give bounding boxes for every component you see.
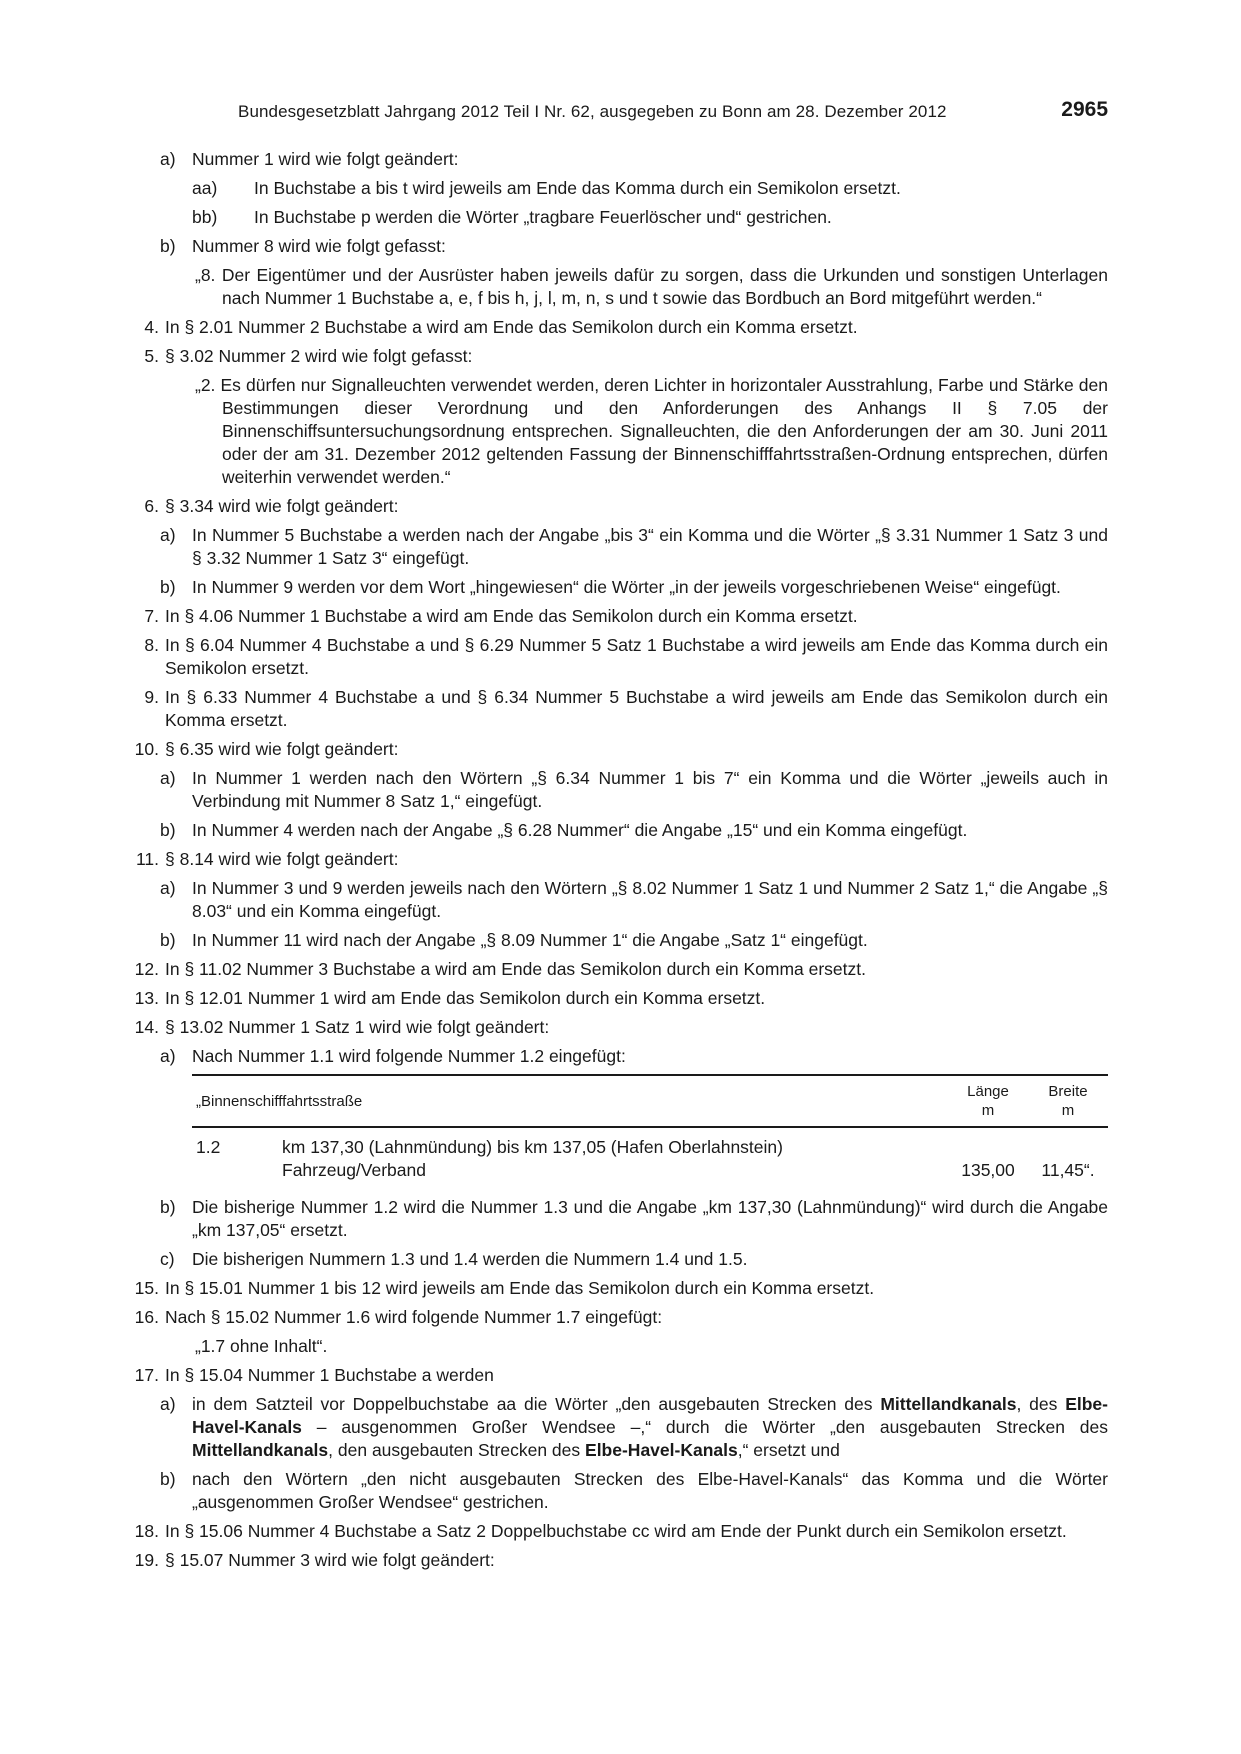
item-text: § 6.35 wird wie folgt geändert: <box>165 739 399 759</box>
item-text: Nach § 15.02 Nummer 1.6 wird folgende Nummer 1.7 eingefügt: <box>165 1307 663 1327</box>
text-run: , den ausgebauten Strecken des <box>328 1440 586 1460</box>
quoted-provision <box>128 1335 1108 1358</box>
list-item <box>128 495 1108 518</box>
item-text: In Nummer 9 werden vor dem Wort „hingewiesen“ die Wörter „in der jeweils vorgeschriebenen Weise“ eingefügt. <box>192 577 1061 597</box>
row-width: 11,45“. <box>1041 1160 1095 1180</box>
list-item <box>128 148 1108 171</box>
list-item <box>128 767 1108 813</box>
item-text <box>192 1394 1108 1460</box>
list-item <box>128 1549 1108 1572</box>
item-text: Nach Nummer 1.1 wird folgende Nummer 1.2 eingefügt: <box>192 1046 626 1066</box>
header-width-label: Breite <box>1048 1083 1088 1100</box>
item-label: b) <box>160 1469 176 1489</box>
list-item <box>128 877 1108 923</box>
list-item <box>128 819 1108 842</box>
table-header-width <box>1028 1075 1108 1127</box>
list-item <box>128 1520 1108 1543</box>
quoted-provision <box>128 264 1108 310</box>
waterway-table <box>192 1074 1108 1188</box>
item-label: a) <box>160 1394 176 1414</box>
item-label: 5. <box>144 346 159 366</box>
item-label: aa) <box>192 178 218 198</box>
list-item <box>128 345 1108 368</box>
list-item <box>128 929 1108 952</box>
list-item <box>128 634 1108 680</box>
text-run: ,“ ersetzt und <box>737 1440 840 1460</box>
item-text: § 8.14 wird wie folgt geändert: <box>165 849 399 869</box>
text-run: , des <box>1016 1394 1066 1414</box>
list-item <box>128 738 1108 761</box>
item-text: In § 12.01 Nummer 1 wird am Ende das Semikolon durch ein Komma ersetzt. <box>165 988 766 1008</box>
item-label: a) <box>160 149 176 169</box>
item-text: In § 15.06 Nummer 4 Buchstabe a Satz 2 Doppelbuchstabe cc wird am Ende der Punkt durch ein Semikolon ersetzt. <box>165 1521 1067 1541</box>
item-label: 10. <box>134 739 159 759</box>
item-text: In Nummer 4 werden nach der Angabe „§ 6.28 Nummer“ die Angabe „15“ und ein Komma eingefügt. <box>192 820 968 840</box>
item-text: § 13.02 Nummer 1 Satz 1 wird wie folgt geändert: <box>165 1017 550 1037</box>
item-text: In Nummer 1 werden nach den Wörtern „§ 6.34 Nummer 1 bis 7“ ein Komma und die Wörter „jeweils auch in Verbindung mit Nummer 8 Satz 1,“ eingefügt. <box>192 768 1108 811</box>
item-label: b) <box>160 1197 176 1217</box>
item-text: Nummer 1 wird wie folgt geändert: <box>192 149 459 169</box>
item-label: b) <box>160 236 176 256</box>
item-label: b) <box>160 930 176 950</box>
item-label: 12. <box>134 959 159 979</box>
text-run: in dem Satzteil vor Doppelbuchstabe aa die Wörter „den ausgebauten Strecken des <box>192 1394 881 1414</box>
item-label: a) <box>160 878 176 898</box>
item-label: 8. <box>144 635 159 655</box>
text-run: – ausgenommen Großer Wendsee –,“ durch die Wörter „den ausgebauten Strecken des <box>301 1417 1108 1437</box>
header-width-unit: m <box>1061 1102 1075 1119</box>
item-label: b) <box>160 577 176 597</box>
row-number: 1.2 <box>196 1137 221 1157</box>
list-item <box>128 524 1108 570</box>
quoted-provision <box>128 374 1108 489</box>
list-item <box>128 177 1108 200</box>
row-description-line2: Fahrzeug/Verband <box>282 1160 426 1180</box>
document-body <box>128 148 1108 1578</box>
bold-term: Mittellandkanals <box>880 1394 1017 1414</box>
quote-text: „8. Der Eigentümer und der Ausrüster haben jeweils dafür zu sorgen, dass die Urkunden und sonstigen Unterlagen nach Nummer 1 Buchstabe a, e, f bis h, j, l, m, n, s und t sowie das Bordbuch an Bord mitgeführt werden.“ <box>195 265 1108 308</box>
item-text: § 3.02 Nummer 2 wird wie folgt gefasst: <box>165 346 473 366</box>
item-text: Nummer 8 wird wie folgt gefasst: <box>192 236 446 256</box>
item-label: a) <box>160 768 176 788</box>
item-label: a) <box>160 525 176 545</box>
list-item <box>128 576 1108 599</box>
bold-term: Elbe-Havel-Kanals <box>192 1394 1108 1437</box>
quote-text: „2. Es dürfen nur Signalleuchten verwendet werden, deren Lichter in horizontaler Ausstrahlung, Farbe und Stärke den Bestimmungen dieser Verordnung und den Anforderungen des Anhangs II § 7.05 der Binnenschiffsuntersuchungsordnung entsprechen. Signalleuchten, die den Anforderungen der am 30. Juni 2011 oder der am 31. Dezember 2012 geltenden Fassung der Binnenschifffahrtsstraßen-Ordnung entsprechen, dürfen weiterhin verwendet werden.“ <box>195 375 1108 487</box>
page-header <box>238 98 1108 126</box>
bold-term: Mittellandkanals <box>192 1440 329 1460</box>
item-label: 13. <box>134 988 159 1008</box>
list-item <box>128 1393 1108 1462</box>
list-item <box>128 958 1108 981</box>
item-label: c) <box>160 1249 175 1269</box>
item-text: In Nummer 5 Buchstabe a werden nach der Angabe „bis 3“ ein Komma und die Wörter „§ 3.31 Nummer 1 Satz 3 und § 3.32 Nummer 1 Satz 3“ eingefügt. <box>192 525 1108 568</box>
page-number: 2965 <box>1061 98 1108 121</box>
header-length-label: Länge <box>967 1083 1009 1100</box>
table-header-length <box>948 1075 1028 1127</box>
item-text: In Nummer 3 und 9 werden jeweils nach den Wörtern „§ 8.02 Nummer 1 Satz 1 und Nummer 2 Satz 1,“ die Angabe „§ 8.03“ und ein Komma eingefügt. <box>192 878 1108 921</box>
item-text: In § 15.01 Nummer 1 bis 12 wird jeweils am Ende das Semikolon durch ein Komma ersetzt. <box>165 1278 875 1298</box>
list-item <box>128 1045 1108 1068</box>
item-label: 16. <box>134 1307 159 1327</box>
item-label: 17. <box>134 1365 159 1385</box>
row-length: 135,00 <box>961 1160 1015 1180</box>
list-item <box>128 1306 1108 1329</box>
list-item <box>128 1196 1108 1242</box>
item-text: § 15.07 Nummer 3 wird wie folgt geändert: <box>165 1550 495 1570</box>
item-text: Die bisherigen Nummern 1.3 und 1.4 werden die Nummern 1.4 und 1.5. <box>192 1249 748 1269</box>
item-label: b) <box>160 820 176 840</box>
list-item <box>128 686 1108 732</box>
list-item <box>128 848 1108 871</box>
table-header-waterway: „Binnenschifffahrtsstraße <box>196 1092 363 1110</box>
item-label: 14. <box>134 1017 159 1037</box>
item-label: 4. <box>144 317 159 337</box>
row-description <box>282 1127 948 1188</box>
list-item <box>128 1468 1108 1514</box>
list-item <box>128 987 1108 1010</box>
list-item <box>128 605 1108 628</box>
list-item <box>128 1248 1108 1271</box>
row-description-line1: km 137,30 (Lahnmündung) bis km 137,05 (Hafen Oberlahnstein) <box>282 1137 783 1157</box>
item-label: a) <box>160 1046 176 1066</box>
running-title: Bundesgesetzblatt Jahrgang 2012 Teil I Nr. 62, ausgegeben zu Bonn am 28. Dezember 2012 <box>238 102 947 121</box>
item-text: Die bisherige Nummer 1.2 wird die Nummer 1.3 und die Angabe „km 137,30 (Lahnmündung)“ wird durch die Angabe „km 137,05“ ersetzt. <box>192 1197 1108 1240</box>
item-text: In § 15.04 Nummer 1 Buchstabe a werden <box>165 1365 494 1385</box>
item-label: 6. <box>144 496 159 516</box>
list-item <box>128 1016 1108 1039</box>
item-text: In § 6.04 Nummer 4 Buchstabe a und § 6.29 Nummer 5 Satz 1 Buchstabe a wird jeweils am Ende das Komma durch ein Semikolon ersetzt. <box>165 635 1108 678</box>
item-text: In Buchstabe p werden die Wörter „tragbare Feuerlöscher und“ gestrichen. <box>254 207 832 227</box>
table-row <box>192 1127 1108 1188</box>
list-item <box>128 235 1108 258</box>
list-item <box>128 316 1108 339</box>
item-text: In § 2.01 Nummer 2 Buchstabe a wird am Ende das Semikolon durch ein Komma ersetzt. <box>165 317 858 337</box>
item-text: In Buchstabe a bis t wird jeweils am Ende das Komma durch ein Semikolon ersetzt. <box>254 178 901 198</box>
item-text: nach den Wörtern „den nicht ausgebauten Strecken des Elbe-Havel-Kanals“ das Komma und die Wörter „ausgenommen Großer Wendsee“ gestrichen. <box>192 1469 1108 1512</box>
item-text: In § 4.06 Nummer 1 Buchstabe a wird am Ende das Semikolon durch ein Komma ersetzt. <box>165 606 858 626</box>
item-text: In Nummer 11 wird nach der Angabe „§ 8.09 Nummer 1“ die Angabe „Satz 1“ eingefügt. <box>192 930 868 950</box>
item-text: § 3.34 wird wie folgt geändert: <box>165 496 399 516</box>
item-label: 19. <box>134 1550 159 1570</box>
bold-term: Elbe-Havel-Kanals <box>585 1440 738 1460</box>
header-length-unit: m <box>981 1102 995 1119</box>
item-label: 15. <box>134 1278 159 1298</box>
item-text: In § 6.33 Nummer 4 Buchstabe a und § 6.34 Nummer 5 Buchstabe a wird jeweils am Ende das Semikolon durch ein Komma ersetzt. <box>165 687 1108 730</box>
item-label: 18. <box>134 1521 159 1541</box>
list-item <box>128 1364 1108 1387</box>
item-label: 11. <box>135 849 159 869</box>
item-label: 7. <box>144 606 159 626</box>
list-item <box>128 1277 1108 1300</box>
quote-text: „1.7 ohne Inhalt“. <box>195 1336 328 1356</box>
list-item <box>128 206 1108 229</box>
item-label: 9. <box>144 687 159 707</box>
item-text: In § 11.02 Nummer 3 Buchstabe a wird am Ende das Semikolon durch ein Komma ersetzt. <box>165 959 866 979</box>
item-label: bb) <box>192 207 218 227</box>
